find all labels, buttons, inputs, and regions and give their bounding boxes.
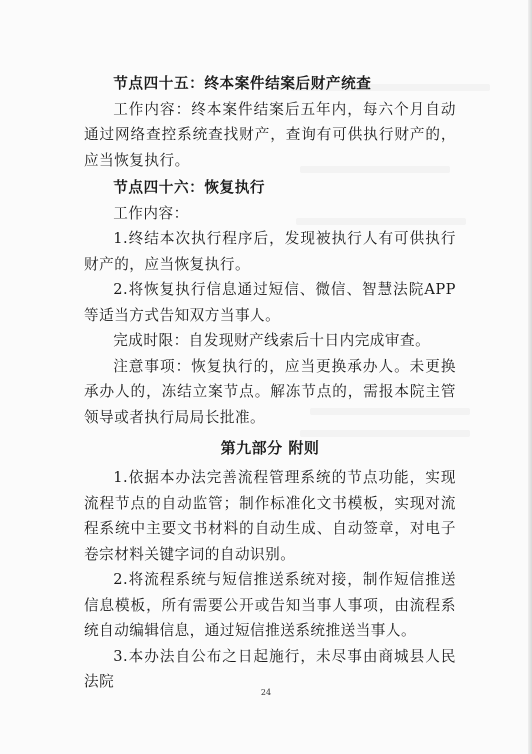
part9-title: 第九部分 附则 [220,439,320,457]
node46-content-label: 工作内容： [113,204,189,222]
part9-item-1: 1.依据本办法完善流程管理系统的节点功能，实现流程节点的自动监管；制作标准化文书模板，实现对流程系统中主要文书材料的自动生成、自动签章，对电子卷宗材料关键字词的自动识别。 [84,469,456,563]
node46-notes: 注意事项：恢复执行的，应当更换承办人。未更换承办人的，冻结立案节点。解冻节点的，需报本院主管领导或者执行局局长批准。 [84,357,456,426]
node46-time-limit: 完成时限：自发现财产线索后十日内完成审查。 [113,332,431,349]
node46-item-1: 1.终结本次执行程序后，发现被执行人有可供执行财产的，应当恢复执行。 [84,230,456,273]
part9-item-2: 2.将流程系统与短信推送系统对接，制作短信推送信息模板，所有需要公开或告知当事人事项，由流程系统自动编辑信息，通过短信推送系统推送当事人。 [84,571,456,639]
node45-content: 工作内容：终本案件结案后五年内，每六个月自动通过网络查控系统查找财产，查询有可供执行财产的，应当恢复执行。 [84,100,456,169]
document-body [84,71,456,695]
page-number: 24 [260,688,272,697]
node46-item-2: 2.将恢复执行信息通过短信、微信、智慧法院APP等适当方式告知双方当事人。 [84,281,456,324]
page-edge [528,0,532,754]
part9-item-3: 3.本办法自公布之日起施行，未尽事由商城县人民法院 [84,647,456,690]
node46-heading: 节点四十六：恢复执行 [113,179,266,196]
node45-heading: 节点四十五：终本案件结案后财产统查 [113,75,372,92]
